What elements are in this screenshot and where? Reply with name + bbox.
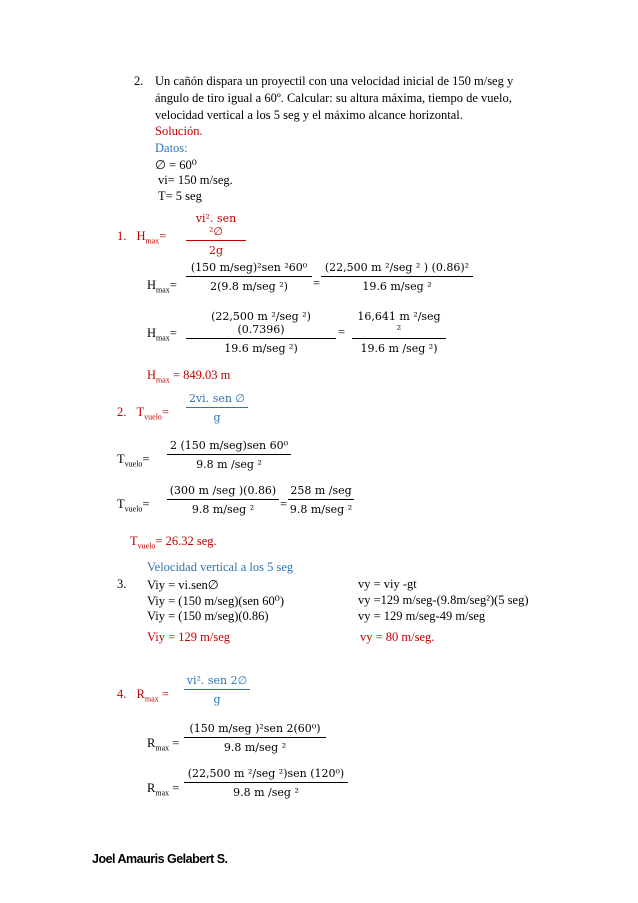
datum-initial-velocity: vi= 150 m/seg. <box>158 173 233 187</box>
step1-sub2-fraction: (22,500 m ²/seg ²)(0.7396) 19.6 m/seg ²) <box>186 310 336 355</box>
step1-sub2-equals: = <box>338 325 346 339</box>
step4-sub2-fraction: (22,500 m ²/seg ²)sen (120⁰) 9.8 m /seg ² <box>184 767 348 799</box>
step2-sub2-label: $T_{vuelo}=$ <box>117 497 150 514</box>
step2-number: 2. <box>117 405 127 419</box>
step4-formula: vi². sen 2∅ g <box>184 674 250 706</box>
step2-sub2-equals: = <box>280 497 288 511</box>
data-label: Datos: <box>155 141 188 155</box>
step2-sub2-fraction: (300 m /seg )(0.86) 9.8 m/seg ² <box>167 484 279 516</box>
step3-right-result: vy = 80 m/seg. <box>360 630 435 644</box>
step1-sub1-label: $H_{max}=$ <box>147 278 177 295</box>
step1-sub1-equals: = <box>313 276 321 290</box>
step3-right-line-3: vy = 129 m/seg-49 m/seg <box>358 609 486 623</box>
step4-heading <box>117 687 169 704</box>
step4-label: $R_{max}$ = <box>136 687 169 704</box>
problem-line-3: velocidad vertical a los 5 seg y el máximo alcance horizontal. <box>155 108 463 122</box>
step3-number: 3. <box>117 577 127 591</box>
step1-formula: vi². sen ²∅ 2g <box>186 212 246 257</box>
problem-line-2: ángulo de tiro igual a 60º. Calcular: su altura máxima, tiempo de vuelo, <box>155 91 512 105</box>
step2-sub1-fraction: 2 (150 m/seg)sen 60⁰ 9.8 m /seg ² <box>167 439 291 471</box>
step1-heading <box>117 229 166 246</box>
step2-result: $T_{vuelo}= 26.32$ seg. <box>130 534 217 551</box>
step3-heading: Velocidad vertical a los 5 seg <box>147 560 294 574</box>
step3-right-line-2: vy =129 m/seg-(9.8m/seg²)(5 seg) <box>358 593 529 607</box>
datum-angle: ∅ = 60⁰ <box>155 158 197 172</box>
step1-number: 1. <box>117 229 127 243</box>
problem-number: 2. <box>134 74 144 88</box>
step1-result: $H_{max} = 849.03$ m <box>147 368 231 385</box>
step4-number: 4. <box>117 687 127 701</box>
problem-line-1: Un cañón dispara un proyectil con una velocidad inicial de 150 m/seg y <box>155 74 514 88</box>
step1-sub1-fraction-2: (22,500 m ²/seg ² ) (0.86)² 19.6 m/seg ² <box>321 261 473 293</box>
step2-heading <box>117 405 169 422</box>
step4-sub2-label: $R_{max}$ = <box>147 781 180 798</box>
step1-sub2-label: $H_{max}=$ <box>147 326 177 343</box>
step3-left-line-1: Viy = vi.sen∅ <box>147 578 219 592</box>
step3-left-line-3: Viy = (150 m/seg)(0.86) <box>147 609 269 623</box>
step1-sub1-fraction: (150 m/seg)²sen ²60⁰ 2(9.8 m/seg ²) <box>186 261 312 293</box>
step4-sub1-label: $R_{max}$ = <box>147 736 180 753</box>
footer-author: Joel Amauris Gelabert S. <box>92 852 228 866</box>
step1-label: $H_{max}=$ <box>136 229 167 246</box>
step2-sub1-label: $T_{vuelo}=$ <box>117 452 150 469</box>
step2-sub2-fraction-2: 258 m /seg 9.8 m/seg ² <box>289 484 353 516</box>
step3-left-result: Viy = 129 m/seg <box>147 630 231 644</box>
solution-label: Solución. <box>155 124 203 138</box>
step2-label: $T_{vuelo}=$ <box>136 405 169 422</box>
step3-left-line-2: Viy = (150 m/seg)(sen 60⁰) <box>147 594 284 608</box>
step3-right-line-1: vy = viy -gt <box>358 577 417 591</box>
step2-formula: 2vi. sen ∅ g <box>186 392 248 424</box>
step4-sub1-fraction: (150 m/seg )²sen 2(60⁰) 9.8 m/seg ² <box>184 722 326 754</box>
datum-time: T= 5 seg <box>158 189 202 203</box>
step1-sub2-fraction-2: 16,641 m ²/seg ² 19.6 m /seg ²) <box>352 310 446 355</box>
